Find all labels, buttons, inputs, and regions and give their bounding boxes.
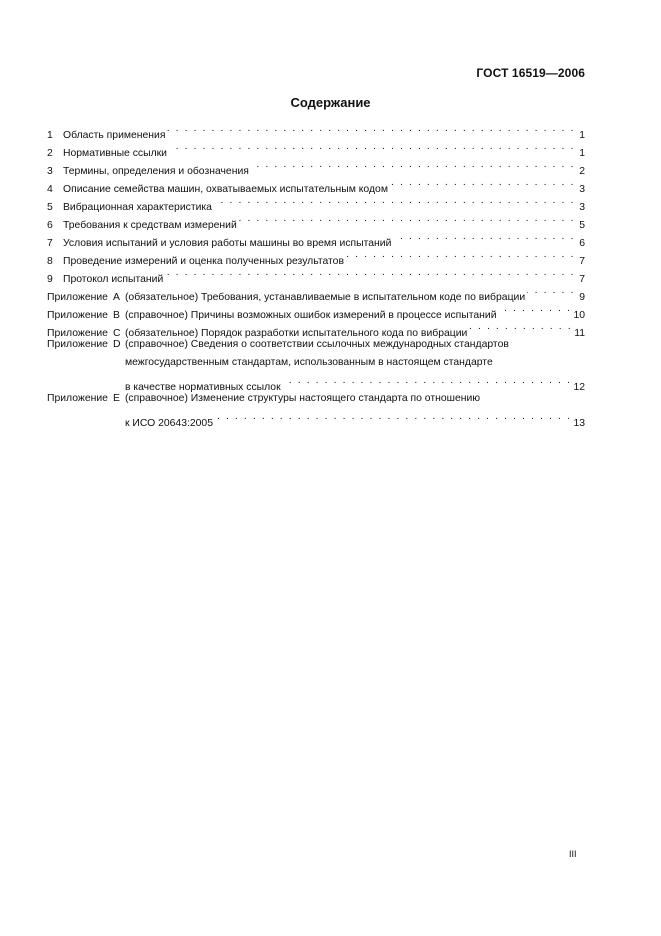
appendix-label: Приложение [47, 339, 108, 350]
toc-appendix-d[interactable] [47, 336, 585, 393]
appendix-title-block [124, 390, 585, 429]
section-number: 7 [47, 238, 53, 249]
appendix-title-line: в качестве нормативных ссылок [124, 382, 281, 393]
appendix-letter: D [112, 339, 121, 350]
toc-appendix-e[interactable] [47, 390, 585, 429]
section-title: Проведение измерений и оценка полученных результатов [63, 256, 344, 267]
dot-leader [499, 300, 572, 318]
section-number: 2 [47, 148, 53, 159]
page-number: 6 [579, 238, 585, 249]
dot-leader [251, 156, 575, 174]
page-number: 10 [573, 310, 585, 321]
section-number: 1 [47, 130, 53, 141]
page-number: 2 [579, 166, 585, 177]
section-title: Требования к средствам измерений [63, 220, 237, 231]
section-number: 4 [47, 184, 53, 195]
appendix-letter: E [112, 393, 120, 404]
document-code: ГОСТ 16519—2006 [476, 66, 585, 80]
section-number: 9 [47, 274, 53, 285]
section-title: Область применения [63, 130, 166, 141]
page-number: 9 [579, 292, 585, 303]
appendix-label: Приложение [47, 328, 108, 339]
section-title: Протокол испытаний [63, 274, 164, 285]
page-folio: III [569, 849, 577, 859]
toc-entry-1[interactable] [47, 120, 585, 141]
page-number: 3 [579, 184, 585, 195]
section-number: 3 [47, 166, 53, 177]
page-number: 1 [579, 130, 585, 141]
dot-leader [527, 282, 575, 300]
section-number: 5 [47, 202, 53, 213]
dot-leader [469, 318, 572, 336]
dot-leader [346, 246, 575, 264]
appendix-letter: C [112, 328, 121, 339]
page-number: 12 [573, 382, 585, 393]
dot-leader [165, 264, 575, 282]
appendix-title: (обязательное) Порядок разработки испытательного кода по вибрации [124, 328, 468, 339]
page-number: 7 [579, 274, 585, 285]
dot-leader [215, 408, 571, 426]
appendix-label: Приложение [47, 292, 108, 303]
appendix-title: (обязательное) Требования, устанавливаемые в испытательном коде по вибрации [124, 292, 526, 303]
appendix-title-line: (справочное) Изменение структуры настоящего стандарта по отношению [124, 393, 481, 404]
page-number: 13 [573, 418, 585, 429]
page-number: 5 [579, 220, 585, 231]
appendix-title-line: к ИСО 20643:2005 [124, 418, 213, 429]
appendix-label: Приложение [47, 310, 108, 321]
dot-leader [239, 210, 575, 228]
appendix-letter: B [112, 310, 120, 321]
appendix-title: (справочное) Причины возможных ошибок измерений в процессе испытаний [124, 310, 497, 321]
dot-leader [214, 192, 575, 210]
toc-title: Содержание [290, 95, 371, 110]
section-number: 8 [47, 256, 53, 267]
section-title: Нормативные ссылки [63, 148, 167, 159]
page-number: 7 [579, 256, 585, 267]
section-title: Условия испытаний и условия работы машины во время испытаний [63, 238, 392, 249]
section-title: Вибрационная характеристика [63, 202, 212, 213]
table-of-contents [47, 120, 585, 429]
section-title: Описание семейства машин, охватываемых испытательным кодом [63, 184, 388, 195]
page-number: 1 [579, 148, 585, 159]
page-number: 11 [574, 328, 585, 339]
section-title: Термины, определения и обозначения [63, 166, 249, 177]
dot-leader [390, 174, 575, 192]
appendix-title-block [124, 336, 585, 393]
dot-leader [393, 228, 575, 246]
appendix-label: Приложение [47, 393, 108, 404]
dot-leader [167, 120, 575, 138]
section-number: 6 [47, 220, 53, 231]
page-number: 3 [579, 202, 585, 213]
dot-leader [283, 372, 572, 390]
appendix-letter: A [112, 292, 120, 303]
appendix-title-line: (справочное) Сведения о соответствии ссылочных международных стандартов [124, 339, 509, 350]
appendix-title-line: межгосударственным стандартам, использованным в настоящем стандарте [124, 357, 493, 368]
dot-leader [169, 138, 575, 156]
